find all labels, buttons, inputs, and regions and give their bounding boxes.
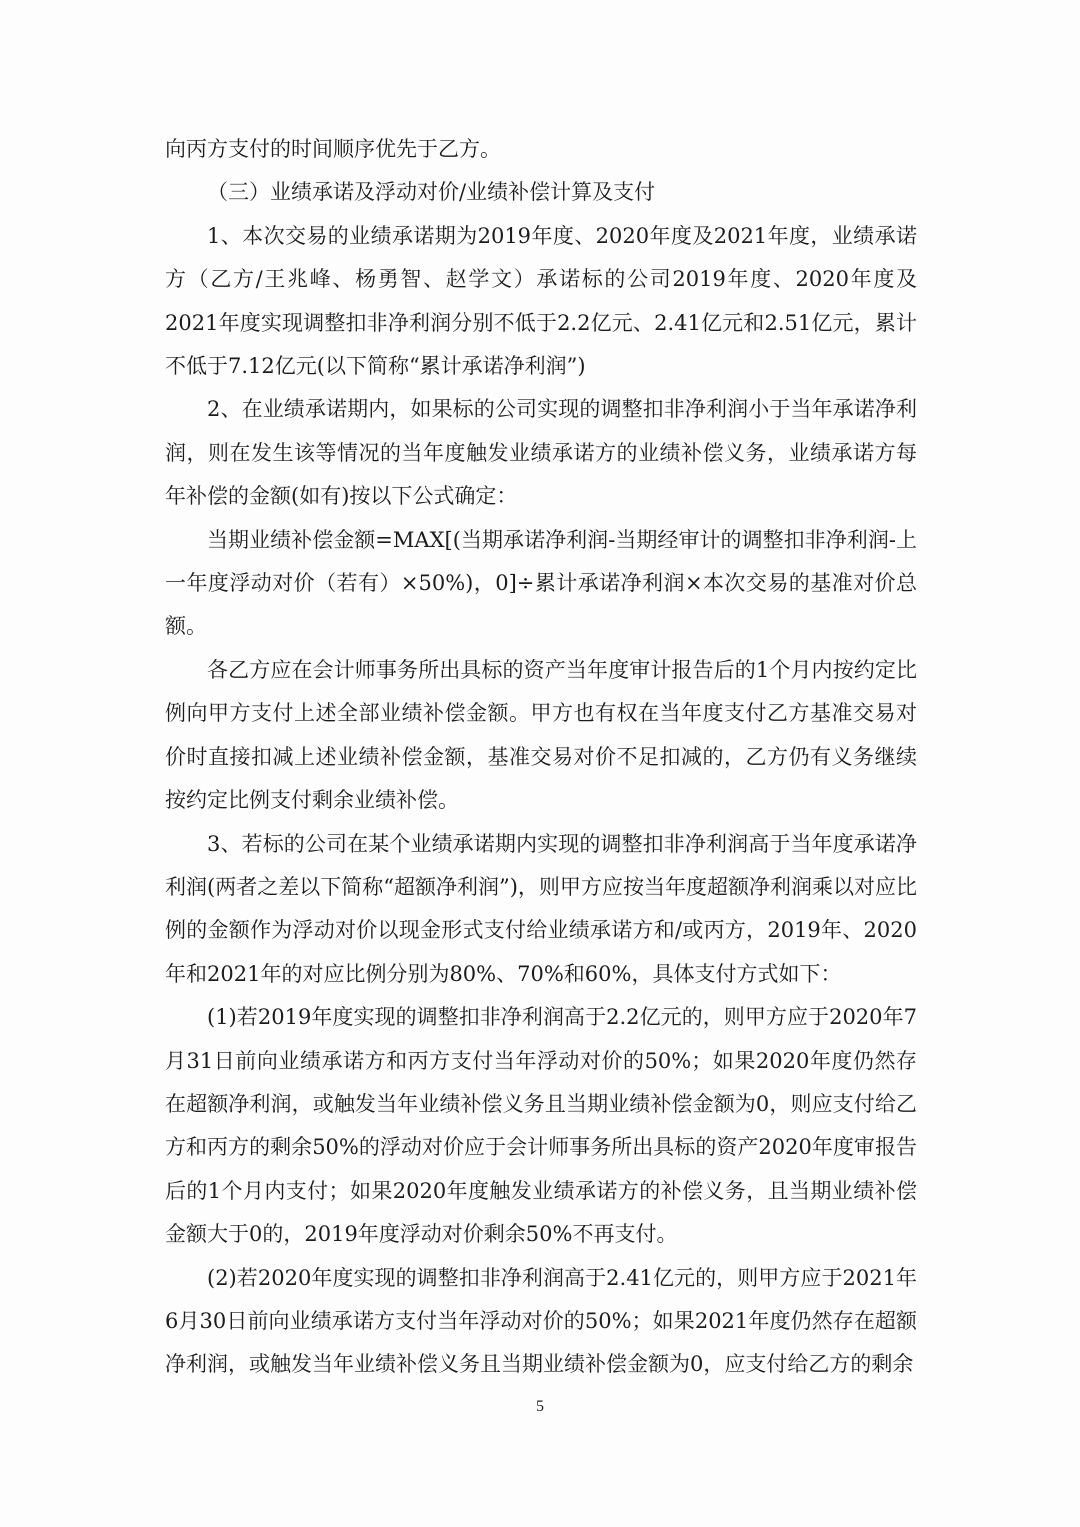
page-number: 5 xyxy=(536,1398,544,1415)
paragraph-clause-1: 1、本次交易的业绩承诺期为2019年度、2020年度及2021年度，业绩承诺方（乙方/王兆峰、杨勇智、赵学文）承诺标的公司2019年度、2020年度及2021年度实现调整扣非净利润分别不低于2.2亿元、2.41亿元和2.51亿元，累计不低于7.12亿元(以下简称“累计承诺净利润”) xyxy=(165,223,917,379)
paragraph-subclause-1: (1)若2019年度实现的调整扣非净利润高于2.2亿元的，则甲方应于2020年7月31日前向业绩承诺方和丙方支付当年浮动对价的50%；如果2020年度仍然存在超额净利润，或触发当年业绩补偿义务且当期业绩补偿金额为0，则应支付给乙方和丙方的剩余50%的浮动对价应于会计师事务所出具标的资产2020年度审报告后的1个月内支付；如果2020年度触发业绩承诺方的补偿义务，且当期业绩补偿金额大于0的，2019年度浮动对价剩余50%不再支付。 xyxy=(165,1005,917,1247)
paragraph-formula: 当期业绩补偿金额=MAX[(当期承诺净利润-当期经审计的调整扣非净利润-上一年度浮动对价（若有）×50%)，0]÷累计承诺净利润×本次交易的基准对价总额。 xyxy=(165,527,917,639)
section-heading: （三）业绩承诺及浮动对价/业绩补偿计算及支付 xyxy=(207,180,656,205)
paragraph-clause-3: 3、若标的公司在某个业绩承诺期内实现的调整扣非净利润高于当年度承诺净利润(两者之差以下简称“超额净利润”)，则甲方应按当年度超额净利润乘以对应比例的金额作为浮动对价以现金形式支付给业绩承诺方和/或丙方，2019年、2020年和2021年的对应比例分别为80%、70%和60%，具体支付方式如下： xyxy=(165,831,917,986)
paragraph-payment-terms: 各乙方应在会计师事务所出具标的资产当年度审计报告后的1个月内按约定比例向甲方支付上述全部业绩补偿金额。甲方也有权在当年度支付乙方基准交易对价时直接扣减上述业绩补偿金额，基准交易对价不足扣减的，乙方仍有义务继续按约定比例支付剩余业绩补偿。 xyxy=(165,657,917,813)
paragraph-clause-2: 2、在业绩承诺期内，如果标的公司实现的调整扣非净利润小于当年承诺净利润，则在发生该等情况的当年度触发业绩承诺方的业绩补偿义务，业绩承诺方每年补偿的金额(如有)按以下公式确定： xyxy=(165,397,917,509)
paragraph-continuation: 向丙方支付的时间顺序优先于乙方。 xyxy=(165,137,501,161)
document-body xyxy=(165,128,917,1387)
paragraph-subclause-2: (2)若2020年度实现的调整扣非净利润高于2.41亿元的，则甲方应于2021年6月30日前向业绩承诺方支付当年浮动对价的50%；如果2021年度仍然存在超额净利润，或触发当年业绩补偿义务且当期业绩补偿金额为0，应支付给乙方的剩余 xyxy=(165,1265,917,1377)
